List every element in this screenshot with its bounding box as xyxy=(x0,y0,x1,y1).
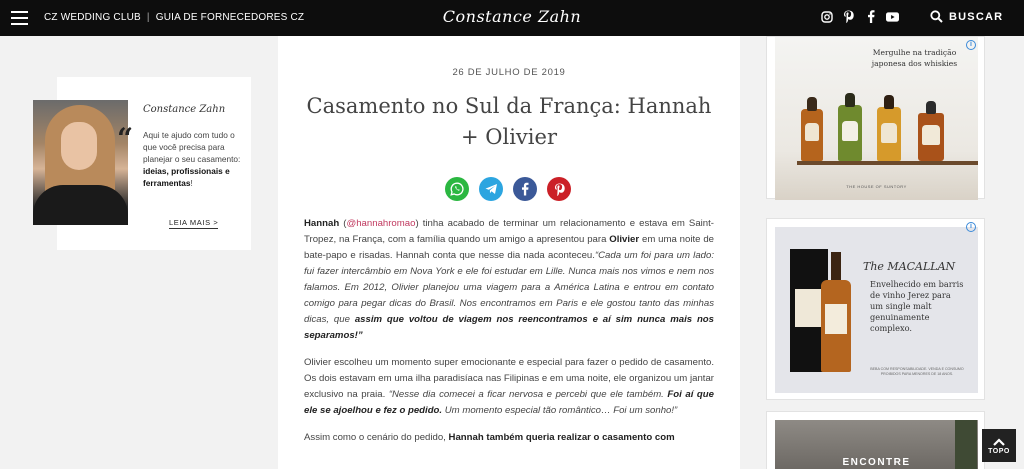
nav-link-guia-fornecedores[interactable]: GUIA DE FORNECEDORES CZ xyxy=(155,12,305,23)
whisky-label xyxy=(881,123,897,143)
hamburger-menu-icon[interactable] xyxy=(11,11,28,25)
ad-brand: The MACALLAN xyxy=(863,260,956,273)
whisky-label xyxy=(805,123,819,141)
shelf-shape xyxy=(797,161,978,165)
whisky-bottle xyxy=(821,252,851,372)
pinterest-icon[interactable] xyxy=(842,10,855,23)
facebook-icon[interactable] xyxy=(864,10,877,23)
site-logo[interactable]: Constance Zahn xyxy=(442,7,582,26)
whisky-bottle-neck xyxy=(807,97,817,111)
bold-text: Hannah também queria realizar o casamento com xyxy=(448,432,675,443)
bold-name-hannah: Hannah xyxy=(304,218,340,229)
telegram-share-button[interactable] xyxy=(479,177,503,201)
quote-text: “Nesse dia comecei a ficar nervosa e percebi que ele também. xyxy=(388,389,664,400)
author-photo xyxy=(33,100,128,225)
facebook-icon xyxy=(521,182,529,196)
author-bio xyxy=(143,129,243,189)
ad-image xyxy=(775,227,978,393)
ad-cta: ENCONTRE xyxy=(842,457,911,468)
ad-footer: BEBA COM RESPONSABILIDADE. VENDA E CONSUMO PROIBIDOS PARA MENORES DE 18 ANOS. xyxy=(870,367,964,376)
ad-image xyxy=(775,420,978,469)
top-nav-links xyxy=(44,12,304,23)
pinterest-icon xyxy=(554,183,565,196)
whisky-bottle-neck xyxy=(884,95,894,109)
youtube-icon[interactable] xyxy=(886,10,899,23)
advertisement-venue[interactable] xyxy=(766,411,985,469)
ad-footer: THE HOUSE OF SUNTORY xyxy=(846,184,907,189)
article-title: Casamento no Sul da França: Hannah + Olivier xyxy=(306,94,712,149)
share-buttons xyxy=(445,177,571,201)
article-paragraph: Hannah (@hannahromao) tinha acabado de terminar um relacionamento e estava em Saint-Tropez, na França, com a família quando um amigo a apresentou para Olivier em uma noite de bate-papo e risadas. Hannah conta que nesse dia nada aconteceu.“Cada um foi para um lado: fui fazer intercâmbio em Nova York e ele foi estudar em Lille. Nunca mais nos vimos e nem nos falamos. Em 2012, Olivier planejou uma viagem para a América Latina e entrou em contato comigo para pegar dicas do Brasil. Nos encontramos em Paris e ele gostou tanto das minhas dicas, que assim que voltou de viagem nos reencontramos e aí sim nunca mais nos separamos!” xyxy=(304,218,715,341)
quote-text: Um momento especial tão romântico… Foi um sonho!” xyxy=(444,405,678,416)
search-button[interactable] xyxy=(930,10,1003,23)
ad-info-icon[interactable]: i xyxy=(966,40,976,50)
article-paragraph xyxy=(304,430,714,446)
top-navigation-bar xyxy=(0,0,1024,36)
paragraph-text: Olivier escolheu um momento super emocionante e especial para fazer o pedido de casamento. Os dois estavam em uma ilha paradisíaca nas Filipinas e em uma noite, ele organizou um jantar exclusivo na praia. xyxy=(304,357,714,400)
facebook-share-button[interactable] xyxy=(513,177,537,201)
article-container xyxy=(278,36,740,469)
pinterest-share-button[interactable] xyxy=(547,177,571,201)
ad-image xyxy=(775,37,978,200)
search-icon xyxy=(930,10,943,23)
instagram-handle-link[interactable]: @hannahromao xyxy=(346,218,416,229)
social-links xyxy=(820,10,899,23)
quote-mark-icon: “ xyxy=(117,122,134,155)
author-name: Constance Zahn xyxy=(143,104,226,115)
ad-copy: Envelhecido em barris de vinho Jerez para um single malt genuinamente complexo. xyxy=(870,279,964,333)
nav-link-wedding-club[interactable]: CZ WEDDING CLUB xyxy=(44,12,141,23)
advertisement-macallan[interactable] xyxy=(766,218,985,400)
advertisement-suntory[interactable] xyxy=(766,36,985,199)
whisky-label xyxy=(842,121,858,141)
back-to-top-button[interactable] xyxy=(982,429,1016,462)
whatsapp-icon xyxy=(450,182,464,196)
whisky-bottle-neck xyxy=(845,93,855,107)
back-to-top-label: TOPO xyxy=(988,448,1010,455)
whisky-bottle-neck xyxy=(926,101,936,114)
article-paragraph xyxy=(304,355,714,419)
instagram-icon[interactable] xyxy=(820,10,833,23)
author-bio-intro: Aqui te ajudo com tudo o que você precisa para planejar o seu casamento: xyxy=(143,130,241,164)
whisky-label xyxy=(922,125,940,145)
paragraph-text: tinha acabado de terminar um relacionamento e estava em Saint-Tropez, na França, com a família quando um amigo a apresentou para xyxy=(304,218,714,245)
author-bio-end: ! xyxy=(190,178,193,188)
ad-headline: Mergulhe na tradição japonesa dos whiskies xyxy=(871,48,958,68)
bold-name-olivier: Olivier xyxy=(609,234,640,245)
paragraph-text: Assim como o cenário do pedido, xyxy=(304,432,446,443)
quote-bold-text: Foi aí que ele se ajoelhou e fez o pedido. xyxy=(304,389,714,416)
article-date: 26 DE JULHO DE 2019 xyxy=(452,67,566,78)
read-more-link[interactable]: LEIA MAIS > xyxy=(169,218,219,227)
nav-separator: | xyxy=(146,12,150,23)
search-label: BUSCAR xyxy=(949,10,1004,23)
telegram-icon xyxy=(485,183,498,195)
chevron-up-icon xyxy=(982,434,1016,448)
author-profile-card xyxy=(57,77,251,250)
article-body xyxy=(304,216,714,457)
paragraph-text: em uma noite de bate-papo e risadas. Hannah conta que nesse dia nada aconteceu. xyxy=(304,234,715,261)
quote-bold-text: assim que voltou de viagem nos reencontramos e aí sim nunca mais nos separamos!” xyxy=(304,314,714,341)
whatsapp-share-button[interactable] xyxy=(445,177,469,201)
quote-text: “Cada um foi para um lado: fui fazer intercâmbio em Nova York e ele foi estudar em Lille. Nunca mais nos vimos e nem nos falamos. Em 2012, Olivier planejou uma viagem para a América Latina e entrou em contato comigo para pegar dicas do Brasil. Nos encontramos em Paris e ele gostou tanto das minhas dicas, que xyxy=(304,250,714,325)
ad-info-icon[interactable]: i xyxy=(966,222,976,232)
author-bio-bold: ideias, profissionais e ferramentas xyxy=(143,166,230,188)
